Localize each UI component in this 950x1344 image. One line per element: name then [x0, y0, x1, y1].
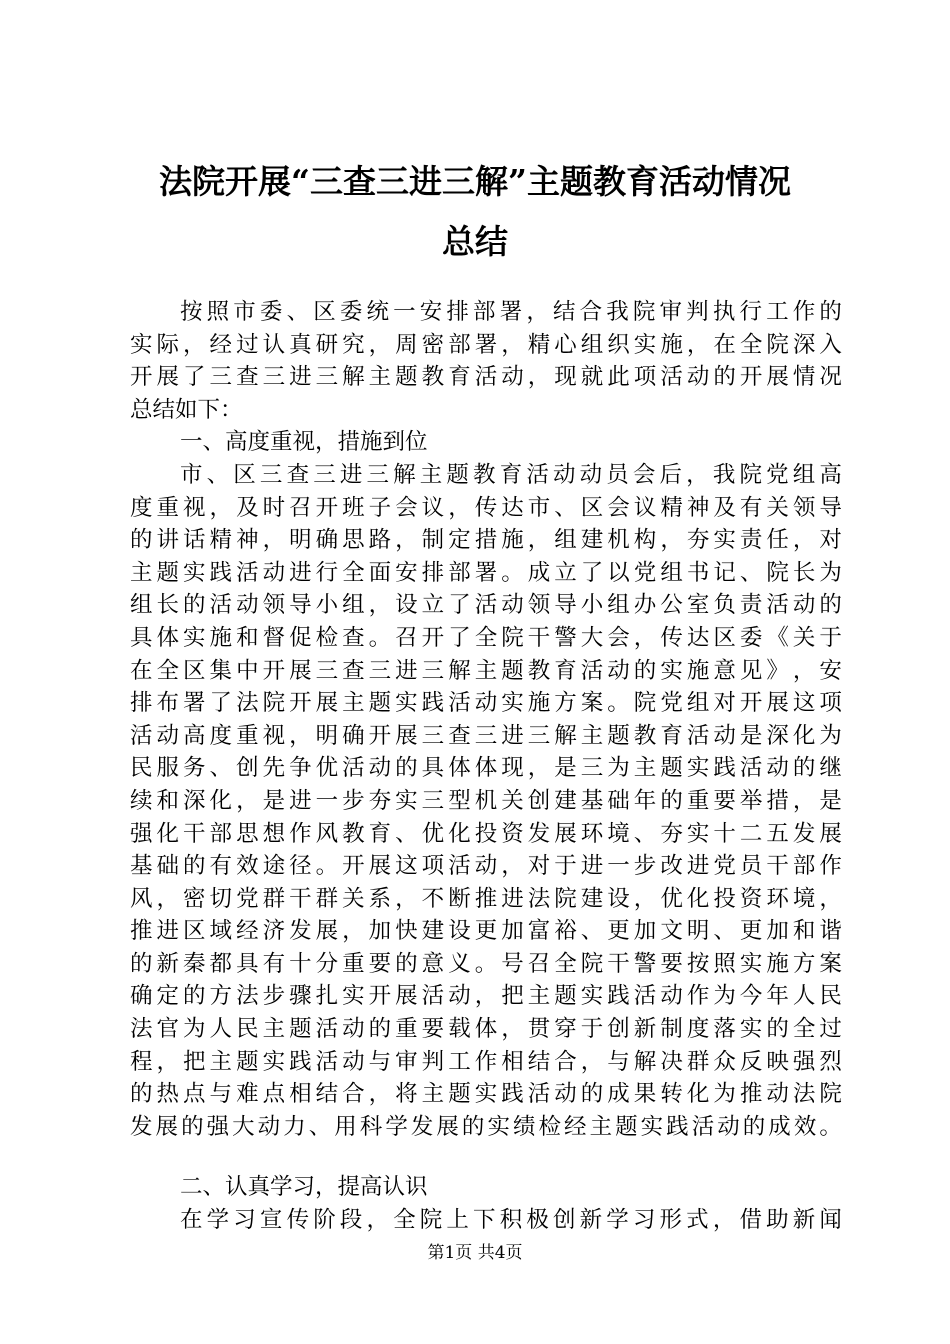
paragraph-line: 程 ， 把 主 题 实 践 活 动 与 审 判 工 作 相 结 合 ， 与 解 决 群 众 反 映 强 烈 [130, 1048, 842, 1075]
paragraph-line: 组 长 的 活 动 领 导 小 组 ， 设 立 了 活 动 领 导 小 组 办 公 室 负 责 活 动 的 [130, 592, 842, 619]
paragraph-line: 实 际 ， 经 过 认 真 研 究 ， 周 密 部 署 ， 精 心 组 织 实 施 ， 在 全 院 深 入 [130, 331, 842, 358]
paragraph-line: 风 ， 密 切 党 群 干 群 关 系 ， 不 断 推 进 法 院 建 设 ， 优 化 投 资 环 境 ， [130, 885, 842, 912]
paragraph-line: 法 官 为 人 民 主 题 活 动 的 重 要 载 体 ， 贯 穿 于 创 新 制 度 落 实 的 全 过 [130, 1016, 842, 1043]
paragraph-line: 活 动 高 度 重 视 ， 明 确 开 展 三 查 三 进 三 解 主 题 教 育 活 动 是 深 化 为 [130, 722, 842, 749]
paragraph-line: 基 础 的 有 效 途 径 。 开 展 这 项 活 动 ， 对 于 进 一 步 改 进 党 员 干 部 作 [130, 853, 842, 880]
section-heading: 一、高度重视，措施到位 [180, 429, 428, 456]
paragraph-line: 在 全 区 集 中 开 展 三 查 三 进 三 解 主 题 教 育 活 动 的 实 施 意 见 》 ， 安 [130, 657, 842, 684]
document-title-line-2: 总结 [442, 222, 508, 261]
paragraph-line: 续 和 深 化 ， 是 进 一 步 夯 实 三 型 机 关 创 建 基 础 年 的 重 要 举 措 ， 是 [130, 787, 842, 814]
paragraph-line: 具 体 实 施 和 督 促 检 查 。 召 开 了 全 院 干 警 大 会 ， 传 达 区 委 《 关 于 [130, 624, 842, 651]
page-footer: 第1页 共4页 [427, 1243, 523, 1263]
paragraph-line: 的 新 秦 都 具 有 十 分 重 要 的 意 义 。 号 召 全 院 干 警 要 按 照 实 施 方 案 [130, 950, 842, 977]
document-body [130, 296, 842, 1237]
section-heading: 二、认真学习，提高认识 [180, 1174, 428, 1201]
document-title-line-1: 法院开展“三查三进三解”主题教育活动情况 [159, 162, 791, 201]
paragraph-line: 的 讲 话 精 神 ， 明 确 思 路 ， 制 定 措 施 ， 组 建 机 构 ， 夯 实 责 任 ， 对 [130, 527, 842, 554]
paragraph-line: 发 展 的 强 大 动 力 、 用 科 学 发 展 的 实 绩 检 经 主 题 实 践 活 动 的 成 效 。 [130, 1113, 842, 1140]
paragraph-line: 度 重 视 ， 及 时 召 开 班 子 会 议 ， 传 达 市 、 区 会 议 精 神 及 有 关 领 导 [130, 494, 842, 521]
paragraph-line: 在 学 习 宣 传 阶 段 ， 全 院 上 下 积 极 创 新 学 习 形 式 ， 借 助 新 闻 [180, 1207, 842, 1234]
paragraph-line: 民 服 务 、 创 先 争 优 活 动 的 具 体 体 现 ， 是 三 为 主 题 实 践 活 动 的 继 [130, 755, 842, 782]
paragraph-line: 确 定 的 方 法 步 骤 扎 实 开 展 活 动 ， 把 主 题 实 践 活 动 作 为 今 年 人 民 [130, 983, 842, 1010]
paragraph-line: 按 照 市 委 、 区 委 统 一 安 排 部 署 ， 结 合 我 院 审 判 执 行 工 作 的 [180, 299, 842, 325]
paragraph-line: 总结如下： [130, 396, 243, 423]
paragraph-line: 开 展 了 三 查 三 进 三 解 主 题 教 育 活 动 ， 现 就 此 项 活 动 的 开 展 情 况 [130, 364, 842, 391]
paragraph-line: 排 布 署 了 法 院 开 展 主 题 实 践 活 动 实 施 方 案 。 院 党 组 对 开 展 这 项 [130, 690, 842, 717]
paragraph-line: 市 、 区 三 查 三 进 三 解 主 题 教 育 活 动 动 员 会 后 ， 我 院 党 组 高 [180, 461, 842, 488]
paragraph-line: 主 题 实 践 活 动 进 行 全 面 安 排 部 署 。 成 立 了 以 党 组 书 记 、 院 长 为 [130, 559, 842, 586]
paragraph-line: 强 化 干 部 思 想 作 风 教 育 、 优 化 投 资 发 展 环 境 、 夯 实 十 二 五 发 展 [130, 820, 842, 847]
paragraph-line: 的 热 点 与 难 点 相 结 合 ， 将 主 题 实 践 活 动 的 成 果 转 化 为 推 动 法 院 [130, 1081, 842, 1108]
paragraph-line: 推 进 区 域 经 济 发 展 ， 加 快 建 设 更 加 富 裕 、 更 加 文 明 、 更 加 和 谐 [130, 918, 842, 945]
paragraph-gap [130, 1143, 842, 1171]
